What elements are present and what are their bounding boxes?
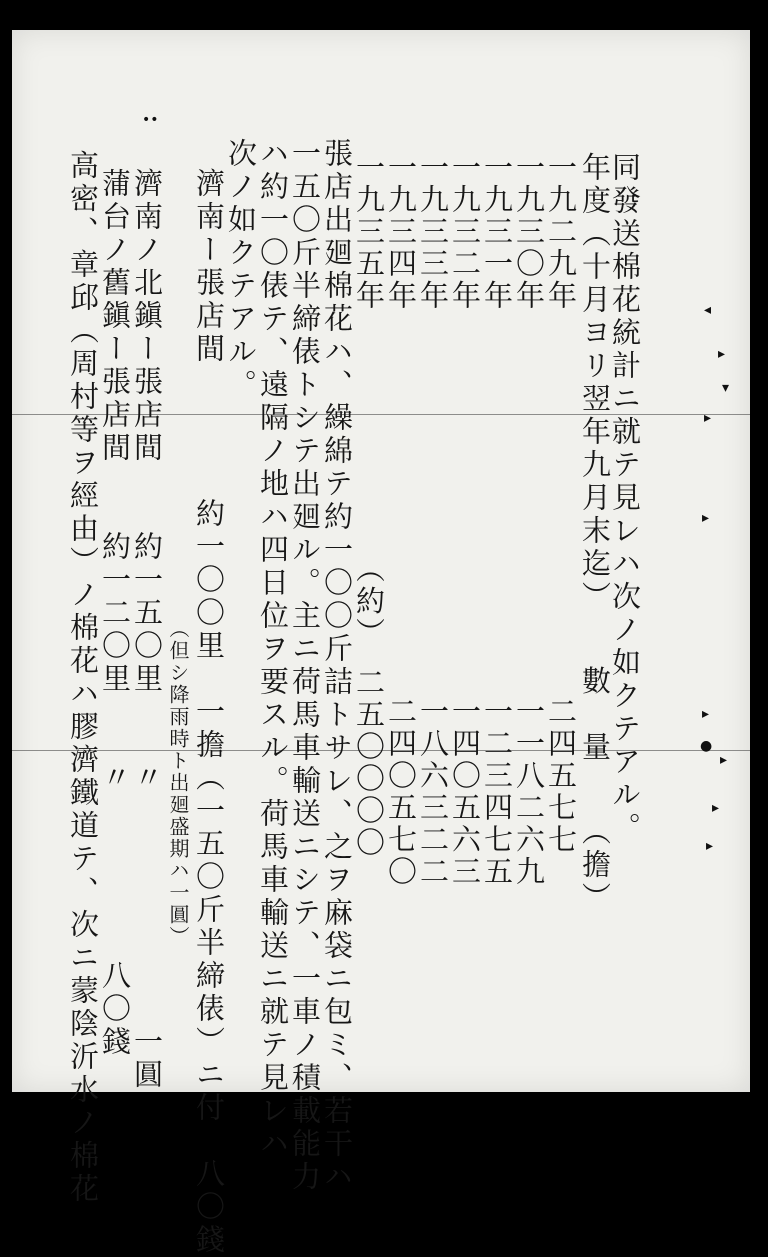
table-row-1933: 一九三三年 一八六三二二 <box>416 152 450 888</box>
marginal-dot: ▸ <box>712 800 720 816</box>
route-note-rain: （但シ降雨時ト出廻盛期ハ一圓） <box>166 618 190 948</box>
table-row-1931: 一九三一年 一二三四七五 <box>480 152 514 888</box>
marginal-dot: ▸ <box>702 706 710 722</box>
intro-line: 同發送棉花統計ニ就テ見レハ次ノ如クテアル。 <box>608 152 642 845</box>
marginal-dot: ◂ <box>704 302 712 318</box>
marginal-dot: ▸ <box>718 346 726 362</box>
marginal-dot: ▸ <box>702 510 710 526</box>
closing-line: 高密、章邱（周村等ヲ經由）ノ棉花ハ膠濟鐵道テ、次ニ蒙陰沂水ノ棉花 <box>66 150 100 1206</box>
table-row-1932: 一九三二年 一四〇五六三 <box>448 152 482 888</box>
table-header: 年度（十月ヨリ翌年九月末迄） 數 量 （擔） <box>578 152 612 915</box>
table-row-1930: 一九三〇年 一一八二六九 <box>512 152 546 888</box>
document-page <box>12 30 750 1257</box>
route-jinan-zhangdian: 濟南ー張店間 約一〇〇里 一擔（一五〇斤半締俵）ニ付 八〇錢 <box>192 168 226 1257</box>
table-row-1934: 一九三四年 二四〇五七〇 <box>384 152 418 888</box>
paragraph-line-1: 張店出廻棉花ハ、繰綿テ約一〇〇斤詰トサレ、之ヲ麻袋ニ包ミ、若干ハ <box>320 138 354 1194</box>
table-row-1935: 一九三五年 （約） 二五〇〇〇〇 <box>352 152 386 859</box>
marginal-dot: ● <box>700 738 713 754</box>
marginal-dot: ▸ <box>706 838 714 854</box>
marginal-dot: ▸ <box>704 410 712 426</box>
marginal-dot: ▾ <box>722 380 730 396</box>
table-row-1929: 一九二九年 二四五七七 <box>544 152 578 856</box>
marginal-dots: •• <box>142 112 159 128</box>
route-beizhen-zhangdian: 濟南ノ北鎭ー張店間 約一五〇里 〃 一圓 <box>130 168 164 1092</box>
route-putai-zhangdian: 蒲台ノ舊鎭ー張店間 約一二〇里 〃 八〇錢 <box>98 168 132 1059</box>
paragraph-line-2: 一五〇斤半締俵トシテ出廻ル。主ニ荷馬車輸送ニシテ、一車ノ積載能力 <box>288 138 322 1194</box>
paragraph-line-4: 次ノ如クテアル。 <box>224 138 258 402</box>
marginal-dot: ▸ <box>720 752 728 768</box>
paragraph-line-3: ハ約一〇俵テ、遠隔ノ地ハ四日位ヲ要スル。荷馬車輸送ニ就テ見レハ <box>256 138 290 1161</box>
